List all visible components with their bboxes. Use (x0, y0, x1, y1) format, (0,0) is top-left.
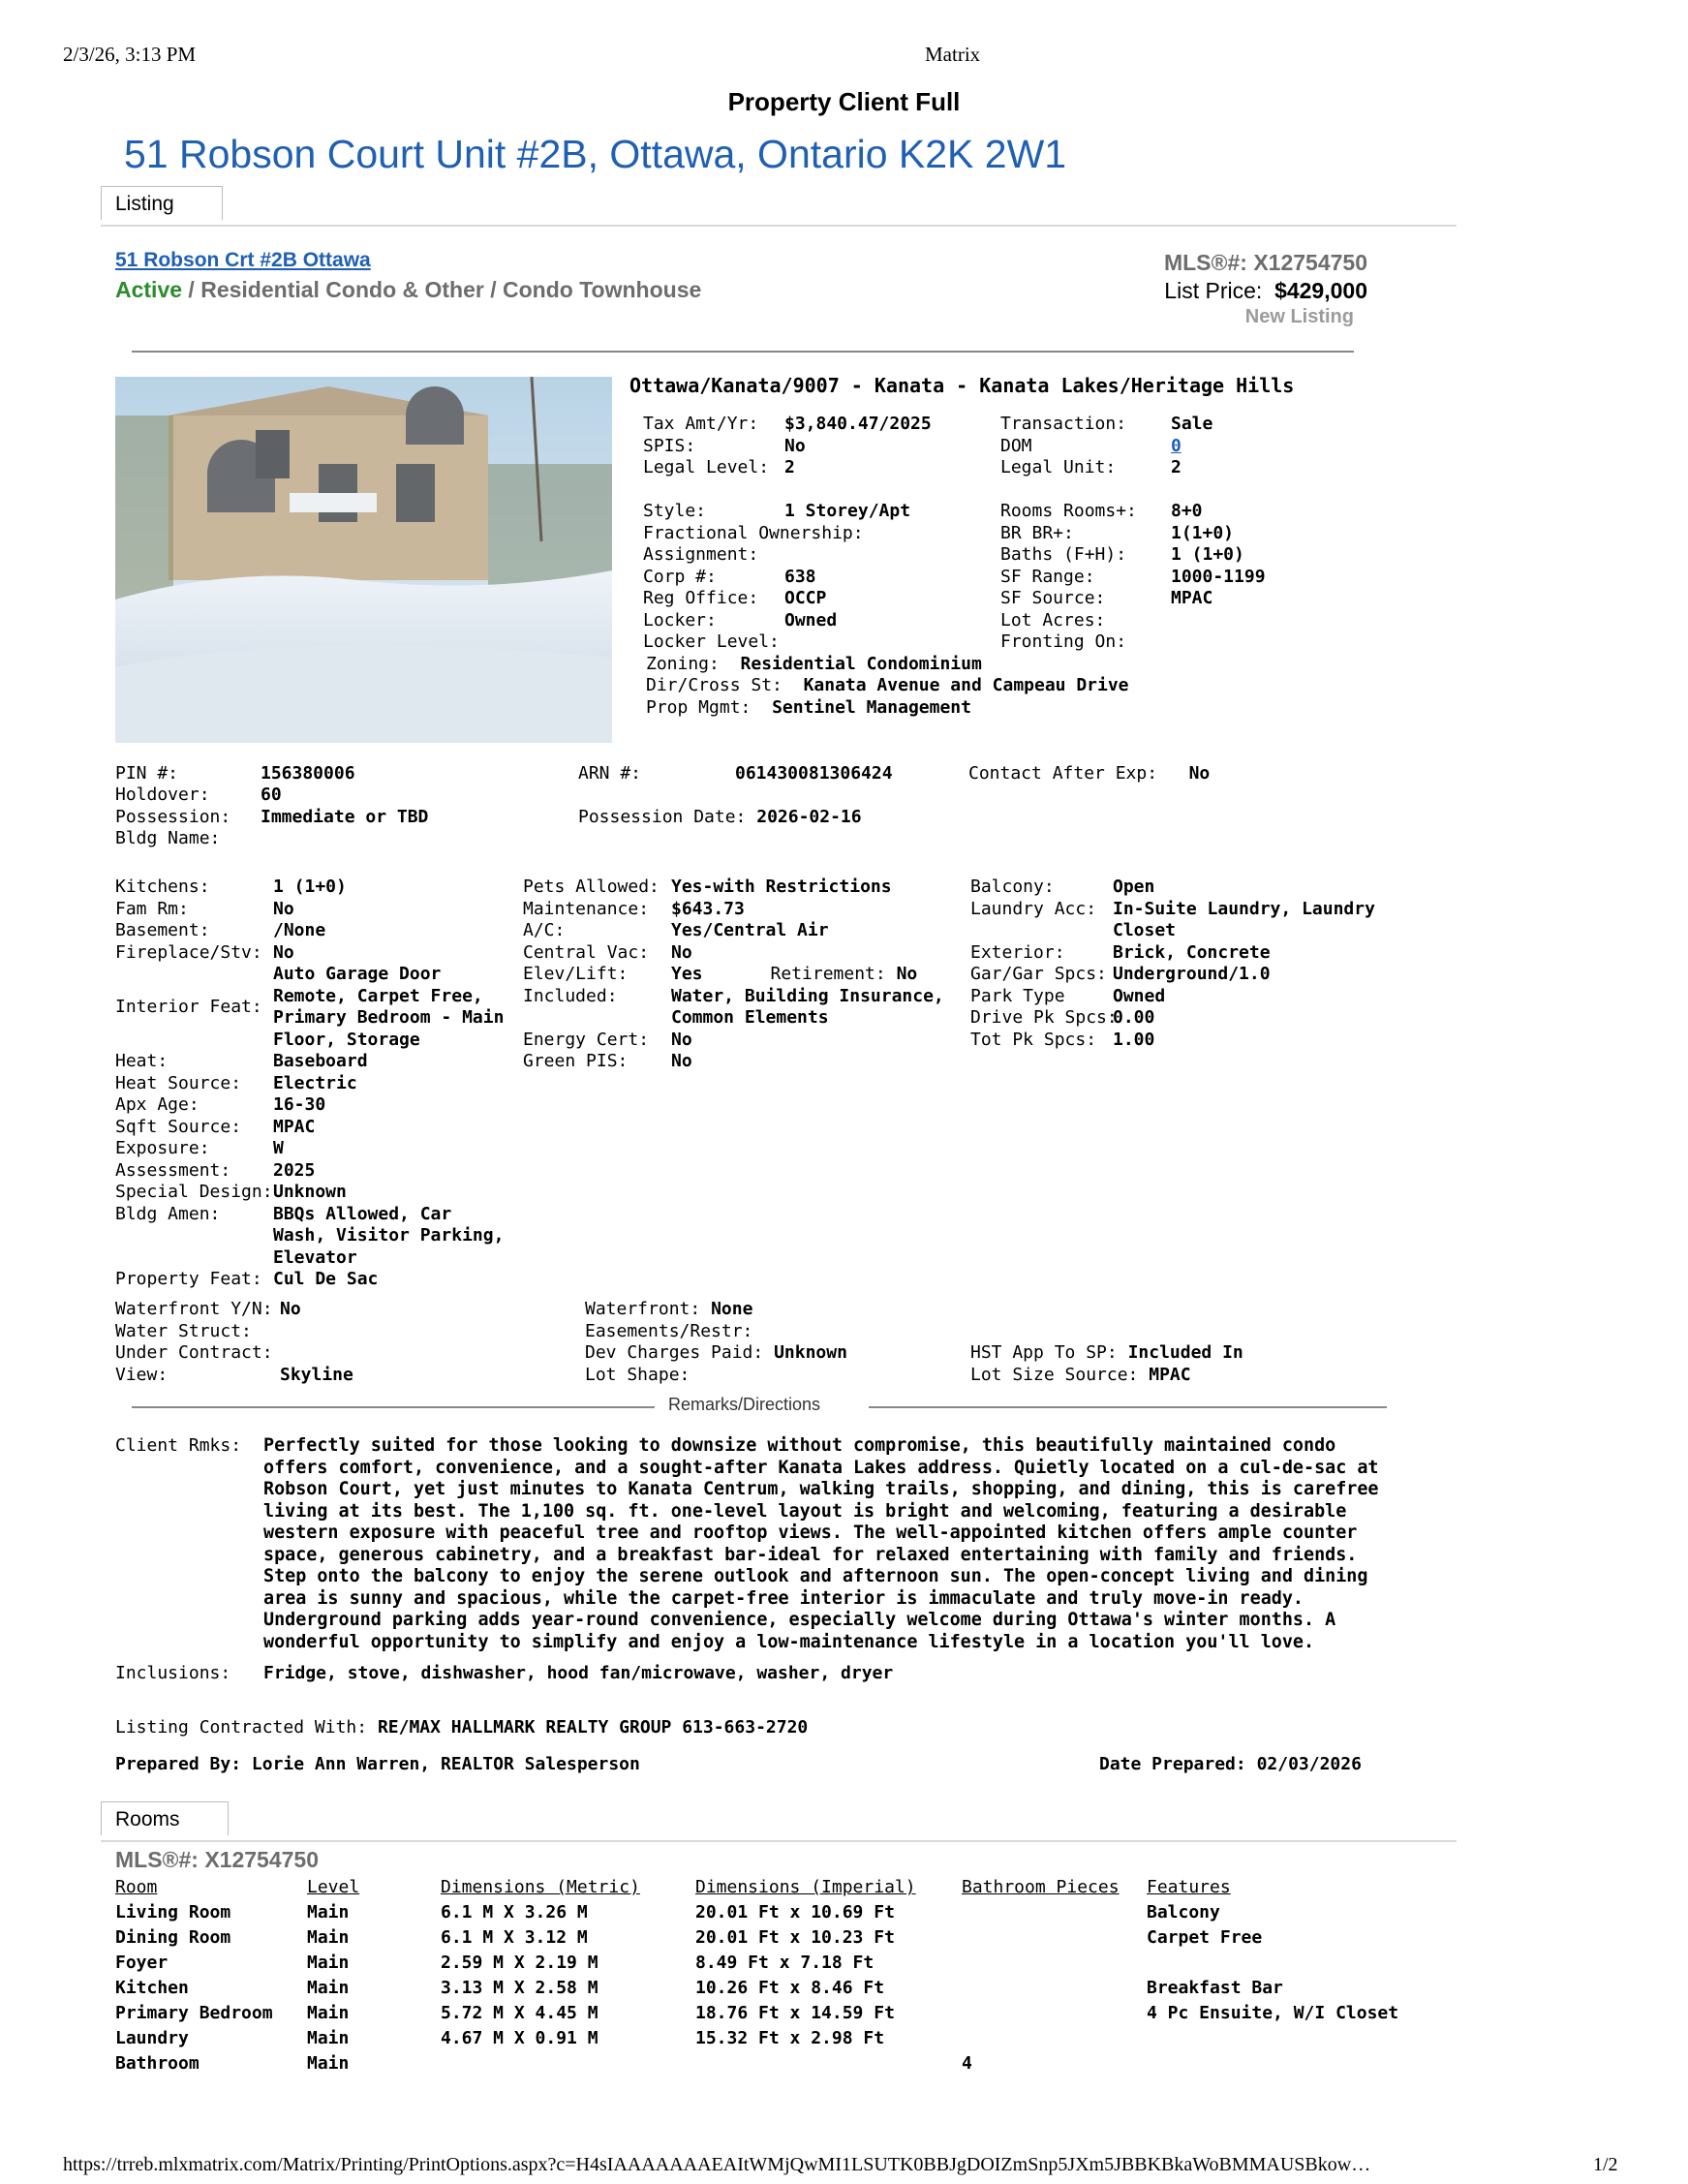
table-cell: Main (307, 1902, 350, 1923)
tab-divider (101, 225, 1457, 227)
possession-value: Immediate or TBD (261, 807, 429, 827)
rooms-header-cell: Room (115, 1877, 158, 1897)
date-prepared: Date Prepared: 02/03/2026 (1099, 1754, 1362, 1774)
summary-value (1171, 631, 1316, 654)
details-col1: Kitchens: 1 (1+0) Fam Rm: No Basement: /None Fireplace/Stv: No Interior Feat: Auto Garage Door Remote, Carpet Free, Primary Bedroom - Main Floor, Storage Heat: Baseboard Heat Source: Electric Apx Age: 16-30 Sqft Source: MPAC Exposure: W Assessment: 2025 Special Design: Unknown Bldg Amen: BBQs Allowed, Car Wash, Visitor Parking, Elevator Property Feat: Cul De Sac (115, 877, 505, 1289)
listing-status-line (115, 277, 701, 303)
table-cell: 4 (962, 2053, 972, 2074)
inclusions-label: Inclusions: (115, 1663, 231, 1683)
rooms-divider (101, 1840, 1457, 1842)
summary-label: SPIS: (643, 435, 696, 456)
summary-value: No (784, 435, 806, 456)
rooms-header-cell: Dimensions (Imperial) (695, 1877, 916, 1897)
table-cell (962, 2028, 1147, 2053)
details-col3: Balcony: Open Laundry Acc: In-Suite Laundry, Laundry Closet Exterior: Brick, Concrete Gar/Gar Spcs: Underground/1.0 Park Type Owned Drive Pk Spcs: 0.00 Tot Pk Spcs: 1.00 (970, 877, 1375, 1050)
remarks-section-title: Remarks/Directions (668, 1395, 821, 1414)
new-listing-badge: New Listing (1244, 306, 1354, 327)
header-rule (132, 351, 1354, 353)
zoning-row: Zoning: Residential Condominium (646, 654, 982, 674)
summary-label: Tax Amt/Yr: (643, 414, 759, 434)
summary-value (1171, 610, 1316, 632)
summary-value: OCCP (784, 588, 827, 608)
table-cell: Breakfast Bar (1147, 1978, 1283, 1998)
table-row (115, 2028, 1437, 2053)
table-cell: Foyer (115, 1953, 169, 1973)
rooms-mls: MLS®#: X12754750 (115, 1847, 320, 1872)
summary-label: Corp #: (643, 566, 717, 587)
table-cell: 5.72 M X 4.45 M (441, 2003, 598, 2023)
tab-rooms[interactable]: Rooms (101, 1801, 229, 1835)
table-row (115, 2053, 1437, 2078)
rooms-header-cell: Dimensions (Metric) (441, 1877, 640, 1897)
table-cell: 20.01 Ft x 10.23 Ft (695, 1927, 895, 1948)
table-cell (962, 1978, 1147, 2003)
possession-date: Possession Date: 2026-02-16 (578, 807, 862, 827)
table-cell (1147, 1953, 1437, 1978)
listing-address-link[interactable]: 51 Robson Crt #2B Ottawa (115, 249, 371, 271)
summary-value (784, 631, 997, 654)
summary-label: DOM (1000, 435, 1032, 456)
rooms-table (115, 1877, 1437, 2078)
water-col1: Waterfront Y/N: No Water Struct: Under Contract: View: Skyline (115, 1299, 353, 1385)
table-cell (441, 2053, 695, 2078)
print-app-name: Matrix (925, 43, 981, 66)
table-cell: 2.59 M X 2.19 M (441, 1953, 598, 1973)
summary-value: MPAC (1171, 588, 1213, 608)
summary-label: Transaction: (1000, 414, 1127, 434)
summary-label: Reg Office: (643, 588, 759, 608)
prop-mgmt-row: Prop Mgmt: Sentinel Management (646, 697, 971, 718)
summary-value: 638 (784, 566, 816, 587)
property-address: 51 Robson Court Unit #2B, Ottawa, Ontario K2K 2W1 (124, 132, 1067, 176)
table-cell: Main (307, 1927, 350, 1948)
table-cell: 20.01 Ft x 10.69 Ft (695, 1902, 895, 1923)
inclusions-value: Fridge, stove, dishwasher, hood fan/microwave, washer, dryer (263, 1663, 894, 1683)
summary-value: $3,840.47/2025 (784, 414, 932, 434)
summary-value (784, 479, 997, 502)
summary-label (1000, 479, 1171, 502)
table-cell: 3.13 M X 2.58 M (441, 1978, 598, 1998)
summary-value (784, 523, 997, 545)
summary-value: 2 (1171, 457, 1182, 477)
table-cell: 6.1 M X 3.12 M (441, 1927, 588, 1948)
listing-type: / Residential Condo & Other / Condo Townhouse (182, 277, 702, 302)
table-cell: 10.26 Ft x 8.46 Ft (695, 1978, 885, 1998)
summary-value: 1(1+0) (1171, 522, 1235, 543)
table-cell: Main (307, 1978, 350, 1998)
table-row (115, 2003, 1437, 2028)
rooms-header-cell: Level (307, 1877, 360, 1897)
summary-value: 1000-1199 (1171, 566, 1266, 587)
table-cell: Laundry (115, 2028, 189, 2048)
table-cell: Main (307, 1953, 350, 1973)
table-cell: Kitchen (115, 1978, 189, 1998)
summary-label: Assignment: (643, 544, 759, 565)
table-cell: 4 Pc Ensuite, W/I Closet (1147, 2003, 1399, 2023)
summary-label: Fronting On: (1000, 631, 1127, 652)
bldg-name-label: Bldg Name: (115, 828, 221, 848)
area-title: Ottawa/Kanata/9007 - Kanata - Kanata Lakes/Heritage Hills (629, 374, 1295, 397)
dom-link[interactable]: 0 (1171, 435, 1182, 456)
summary-label (643, 479, 784, 502)
arn-value: 061430081306424 (735, 763, 893, 784)
cross-street-row: Dir/Cross St: Kanata Avenue and Campeau Drive (646, 675, 1129, 695)
summary-label: SF Range: (1000, 566, 1095, 587)
rooms-header-cell: Features (1147, 1877, 1231, 1897)
table-cell (962, 1902, 1147, 1927)
table-cell (1147, 2053, 1437, 2078)
summary-right (1000, 414, 1316, 654)
summary-label: BR BR+: (1000, 522, 1074, 543)
client-remarks: Perfectly suited for those looking to downsize without compromise, this beautifully maintained condo offers comfort, convenience, and a sought-after Kanata Lakes address. Quietly located on a cul-de-sac at Robson Court, yet just minutes to Kanata Centrum, walking trails, shopping, and dining, this is carefree living at its best. The 1,100 sq. ft. one-level layout is bright and welcoming, featuring a desirable western exposure with peaceful tree and rooftop views. The well-appointed kitchen offers ample counter space, generous cabinetry, and a breakfast bar-ideal for relaxed entertaining with family and friends. Step onto the balcony to enjoy the serene outlook and afternoon sun. The open-concept living and dining area is sunny and spacious, while the carpet-free interior is immaculate and truly move-in ready. Underground parking adds year-round convenience, especially welcome during Ottawa's winter months. A wonderful opportunity to simplify and enjoy a low-maintenance lifestyle in a location you'll love. (263, 1435, 1379, 1652)
table-row (115, 1902, 1437, 1927)
details-col2: Pets Allowed: Yes-with Restrictions Maintenance: $643.73 A/C: Yes/Central Air Central Vac: No Elev/Lift: Yes Retirement: No Included: Water, Building Insurance, Common Elements Energy Cert: No Green PIS: No (523, 877, 944, 1071)
table-cell (962, 1953, 1147, 1978)
table-cell: Bathroom (115, 2053, 199, 2074)
table-cell: Main (307, 2003, 350, 2023)
property-photo[interactable] (115, 377, 612, 743)
summary-value: Sale (1171, 414, 1213, 434)
table-cell (962, 2003, 1147, 2028)
table-cell: Main (307, 2028, 350, 2048)
summary-left (643, 414, 997, 654)
summary-label: Locker: (643, 609, 717, 631)
print-datetime: 2/3/26, 3:13 PM (63, 43, 197, 66)
table-cell: Main (307, 2053, 350, 2074)
summary-value (784, 544, 997, 567)
summary-label: Legal Unit: (1000, 457, 1117, 477)
summary-label: Style: (643, 501, 707, 521)
remarks-rule-right (869, 1406, 1387, 1408)
summary-label: SF Source: (1000, 588, 1106, 608)
tab-listing[interactable]: Listing (101, 186, 223, 220)
summary-label: Lot Acres: (1000, 609, 1106, 631)
page-title: Property Client Full (727, 87, 961, 116)
holdover-label: Holdover: (115, 784, 210, 805)
summary-label: Fractional Ownership: (643, 522, 864, 543)
summary-value: Owned (784, 609, 838, 631)
water-col3: HST App To SP: Included In Lot Size Source: MPAC (970, 1342, 1243, 1385)
table-cell: Dining Room (115, 1927, 231, 1948)
table-cell: Carpet Free (1147, 1927, 1263, 1948)
table-row (115, 1978, 1437, 2003)
table-cell (1147, 2028, 1437, 2053)
arn-label: ARN #: (578, 763, 642, 784)
summary-value: 8+0 (1171, 501, 1203, 521)
table-cell: 8.49 Ft x 7.18 Ft (695, 1953, 875, 1973)
client-remarks-label: Client Rmks: (115, 1435, 242, 1456)
table-row (115, 1927, 1437, 1953)
table-cell: 4.67 M X 0.91 M (441, 2028, 598, 2048)
summary-value: 2 (784, 457, 795, 477)
summary-label: Legal Level: (643, 457, 770, 477)
list-price: List Price: $429,000 (1164, 278, 1367, 303)
listing-contracted: Listing Contracted With: RE/MAX HALLMARK REALTY GROUP 613-663-2720 (115, 1717, 809, 1738)
pin-value: 156380006 (261, 763, 355, 784)
pin-label: PIN #: (115, 763, 179, 784)
prepared-by: Prepared By: Lorie Ann Warren, REALTOR Salesperson (115, 1754, 640, 1774)
water-col2: Waterfront: None Easements/Restr: Dev Charges Paid: Unknown Lot Shape: (585, 1299, 847, 1385)
table-cell: 6.1 M X 3.26 M (441, 1902, 588, 1923)
table-row (115, 1953, 1437, 1978)
summary-value: 1 (1+0) (1171, 544, 1244, 565)
summary-label: Locker Level: (643, 631, 780, 652)
summary-label: Rooms Rooms+: (1000, 501, 1137, 521)
summary-value (1171, 479, 1316, 502)
status-active: Active (115, 277, 183, 302)
holdover-value: 60 (261, 784, 282, 805)
table-cell (695, 2053, 962, 2078)
summary-value: 1 Storey/Apt (784, 501, 911, 521)
summary-label: Baths (F+H): (1000, 544, 1127, 565)
table-cell: Primary Bedroom (115, 2003, 273, 2023)
mls-number: MLS®#: X12754750 (1163, 250, 1367, 275)
possession-label: Possession: (115, 807, 231, 827)
table-cell: 18.76 Ft x 14.59 Ft (695, 2003, 895, 2023)
page-number: 1/2 (1593, 2154, 1618, 2175)
rooms-header-cell: Bathroom Pieces (962, 1877, 1120, 1897)
table-cell: Living Room (115, 1902, 231, 1923)
table-cell: Balcony (1147, 1902, 1220, 1923)
print-url: https://trreb.mlxmatrix.com/Matrix/Printing/PrintOptions.aspx?c=H4sIAAAAAAAEAItWMjQwMI1LSUTK0BBJgDOIZmSnp5JXm5JBBKBkaWoBMMAUSBkow… (63, 2154, 1371, 2175)
table-cell (962, 1927, 1147, 1953)
table-cell: 15.32 Ft x 2.98 Ft (695, 2028, 885, 2048)
contact-after-exp: Contact After Exp: No (968, 763, 1211, 784)
rooms-header-row (115, 1877, 1437, 1902)
remarks-rule-left (132, 1406, 655, 1408)
